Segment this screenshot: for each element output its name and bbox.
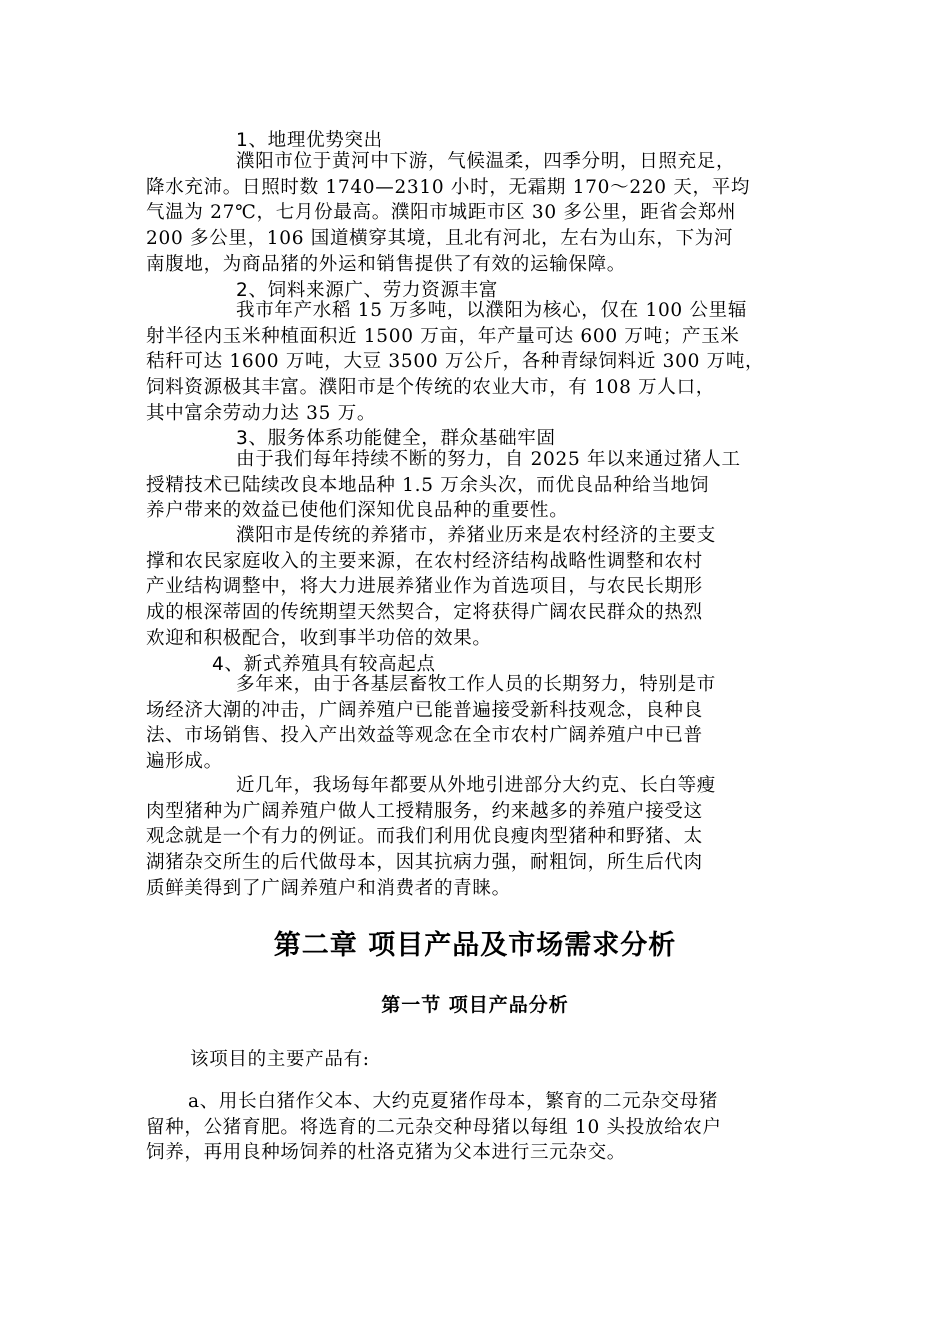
section-heading-geography: 1、地理优势突出 xyxy=(236,130,383,151)
text-line: 湖猪杂交所生的后代做母本，因其抗病力强，耐粗饲，所生后代肉 xyxy=(146,852,703,874)
text-line: 授精技术已陆续改良本地品种 1.5 万余头次，而优良品种给当地饲 xyxy=(146,474,710,496)
text-line: 场经济大潮的冲击，广阔养殖户已能普遍接受新科技观念，良种良 xyxy=(146,699,703,721)
intro-text: 该项目的主要产品有: xyxy=(190,1049,370,1070)
paragraph-item-a xyxy=(146,1089,806,1166)
paragraph-geography xyxy=(146,149,806,277)
text-line: 质鲜美得到了广阔养殖户和消费者的青睐。 xyxy=(146,877,511,899)
text-line: 留种，公猪育肥。将选育的二元杂交种母猪以每组 10 头投放给农户 xyxy=(146,1116,722,1138)
text-line: 其中富余劳动力达 35 万。 xyxy=(146,402,377,424)
text-line: 撑和农民家庭收入的主要来源，在农村经济结构战略性调整和农村 xyxy=(146,550,703,572)
text-line: 由于我们每年持续不断的努力，自 2025 年以来通过猪人工 xyxy=(236,449,741,470)
text-line: 降水充沛。日照时数 1740—2310 小时，无霜期 170～220 天，平均 xyxy=(146,176,751,198)
text-line: 欢迎和积极配合，收到事半功倍的效果。 xyxy=(146,627,492,649)
section-title: 第一节 项目产品分析 xyxy=(381,994,569,1016)
paragraph-breeding-2 xyxy=(146,773,806,901)
text-line: 南腹地，为商品猪的外运和销售提供了有效的运输保障。 xyxy=(146,253,627,275)
text-line: 气温为 27℃，七月份最高。濮阳市城距市区 30 多公里，距省会郑州 xyxy=(146,202,737,224)
paragraph-service-1 xyxy=(146,447,806,524)
text-line: 养户带来的效益已使他们深知优良品种的重要性。 xyxy=(146,500,569,522)
text-line: 秸秆可达 1600 万吨，大豆 3500 万公斤，各种青绿饲料近 300 万吨， xyxy=(146,351,765,373)
text-line: 饲料资源极其丰富。濮阳市是个传统的农业大市，有 108 万人口， xyxy=(146,377,715,399)
text-line: 肉型猪种为广阔养殖户做人工授精服务，约来越多的养殖户接受这 xyxy=(146,800,703,822)
text-line: 产业结构调整中，将大力进展养猪业作为首选项目，与农民长期形 xyxy=(146,576,703,598)
paragraph-service-2 xyxy=(146,523,806,651)
text-line: 200 多公里，106 国道横穿其境，且北有河北，左右为山东，下为河 xyxy=(146,228,734,250)
text-line: 我市年产水稻 15 万多吨，以濮阳为核心，仅在 100 公里辐 xyxy=(236,300,748,321)
text-line: 观念就是一个有力的例证。而我们利用优良瘦肉型猪种和野猪、太 xyxy=(146,826,703,848)
text-line: 近几年，我场每年都要从外地引进部分大约克、长白等瘦 xyxy=(236,775,717,796)
text-line: 射半径内玉米种植面积近 1500 万亩，年产量可达 600 万吨；产玉米 xyxy=(146,325,740,347)
text-line: 成的根深蒂固的传统期望天然契合，定将获得广阔农民群众的热烈 xyxy=(146,602,703,624)
text-line: 濮阳市是传统的养猪市，养猪业历来是农村经济的主要支 xyxy=(236,525,717,546)
chapter-title: 第二章 项目产品及市场需求分析 xyxy=(273,930,677,961)
text-line: 遍形成。 xyxy=(146,751,223,773)
section-heading-feed: 2、饲料来源广、劳力资源丰富 xyxy=(236,280,499,301)
paragraph-feed xyxy=(146,298,806,426)
section-heading-service: 3、服务体系功能健全，群众基础牢固 xyxy=(236,428,556,449)
paragraph-breeding-1 xyxy=(146,672,806,775)
section-heading-breeding: 4、新式养殖具有较高起点 xyxy=(212,654,436,675)
text-line: 饲养，再用良种场饲养的杜洛克猪为父本进行三元杂交。 xyxy=(146,1142,627,1164)
text-line: a、用长白猪作父本、大约克夏猪作母本，繁育的二元杂交母猪 xyxy=(188,1091,719,1112)
text-line: 濮阳市位于黄河中下游，气候温柔，四季分明，日照充足， xyxy=(236,151,736,172)
text-line: 法、市场销售、投入产出效益等观念在全市农村广阔养殖户中已普 xyxy=(146,725,703,747)
text-line: 多年来，由于各基层畜牧工作人员的长期努力，特别是市 xyxy=(236,674,717,695)
